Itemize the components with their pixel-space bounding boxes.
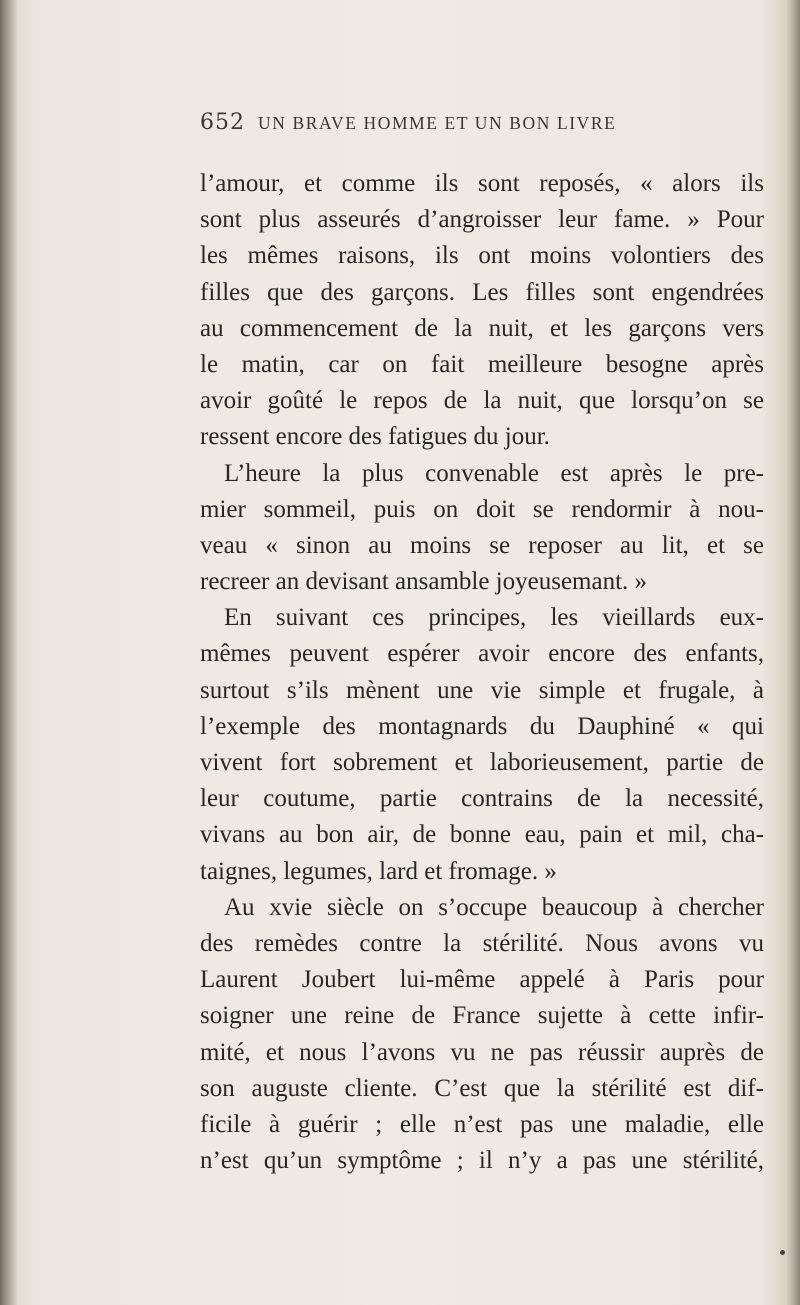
text-line: ficile à guérir ; elle n’est pas une maladie, elle	[200, 1110, 764, 1138]
text-line: l’exemple des montagnards du Dauphiné « qui	[200, 712, 764, 740]
text-line: l’amour, et comme ils sont reposés, « alors ils	[200, 170, 764, 197]
text-line: Au xvie siècle on s’occupe beaucoup à chercher	[224, 893, 764, 921]
text-line: les mêmes raisons, ils ont moins volontiers des	[200, 242, 764, 270]
text-line: n’est qu’un symptôme ; il n’y a pas une stérilité,	[200, 1147, 764, 1175]
text-line: sont plus asseurés d’angroisser leur fame. » Pour	[200, 206, 764, 234]
text-line: leur coutume, partie contrains de la necessité,	[200, 785, 764, 813]
text-line: vivent fort sobrement et laborieusement, partie de	[200, 749, 764, 776]
body-text	[200, 166, 764, 1179]
text-line: vivans au bon air, de bonne eau, pain et mil, cha-	[200, 821, 764, 849]
text-line: Laurent Joubert lui-même appelé à Paris pour	[200, 966, 764, 994]
text-line: mêmes peuvent espérer avoir encore des enfants,	[200, 640, 764, 668]
text-line: son auguste cliente. C’est que la stérilité est dif-	[200, 1074, 764, 1102]
text-line: avoir goûté le repos de la nuit, que lorsqu’on se	[200, 387, 764, 415]
text-line: L’heure la plus convenable est après le pre-	[224, 459, 764, 487]
page-header	[200, 110, 760, 142]
text-line: En suivant ces principes, les vieillards eux-	[224, 604, 764, 632]
text-line: au commencement de la nuit, et les garçons vers	[200, 314, 764, 342]
text-line: le matin, car on fait meilleure besogne après	[200, 350, 764, 378]
text-line: ressent encore des fatigues du jour.	[200, 423, 550, 451]
text-line: taignes, legumes, lard et fromage. »	[200, 857, 557, 885]
page-left-edge-shadow	[0, 0, 18, 1305]
text-line: filles que des garçons. Les filles sont engendrées	[200, 278, 764, 306]
ink-dot	[780, 1250, 785, 1255]
text-line: recreer an devisant ansamble joyeusemant. »	[200, 568, 648, 596]
text-line: surtout s’ils mènent une vie simple et frugale, à	[200, 676, 764, 704]
text-line: soigner une reine de France sujette à cette infir-	[200, 1002, 764, 1030]
text-line: veau « sinon au moins se reposer au lit, et se	[200, 531, 764, 559]
text-line: mité, et nous l’avons vu ne pas réussir auprès de	[200, 1038, 764, 1066]
text-line: mier sommeil, puis on doit se rendormir à nou-	[200, 495, 764, 523]
running-title: UN BRAVE HOMME ET UN BON LIVRE	[258, 113, 617, 133]
page-right-edge-shadow	[786, 0, 800, 1305]
text-line: des remèdes contre la stérilité. Nous avons vu	[200, 929, 764, 957]
page-number: 652	[200, 110, 245, 135]
